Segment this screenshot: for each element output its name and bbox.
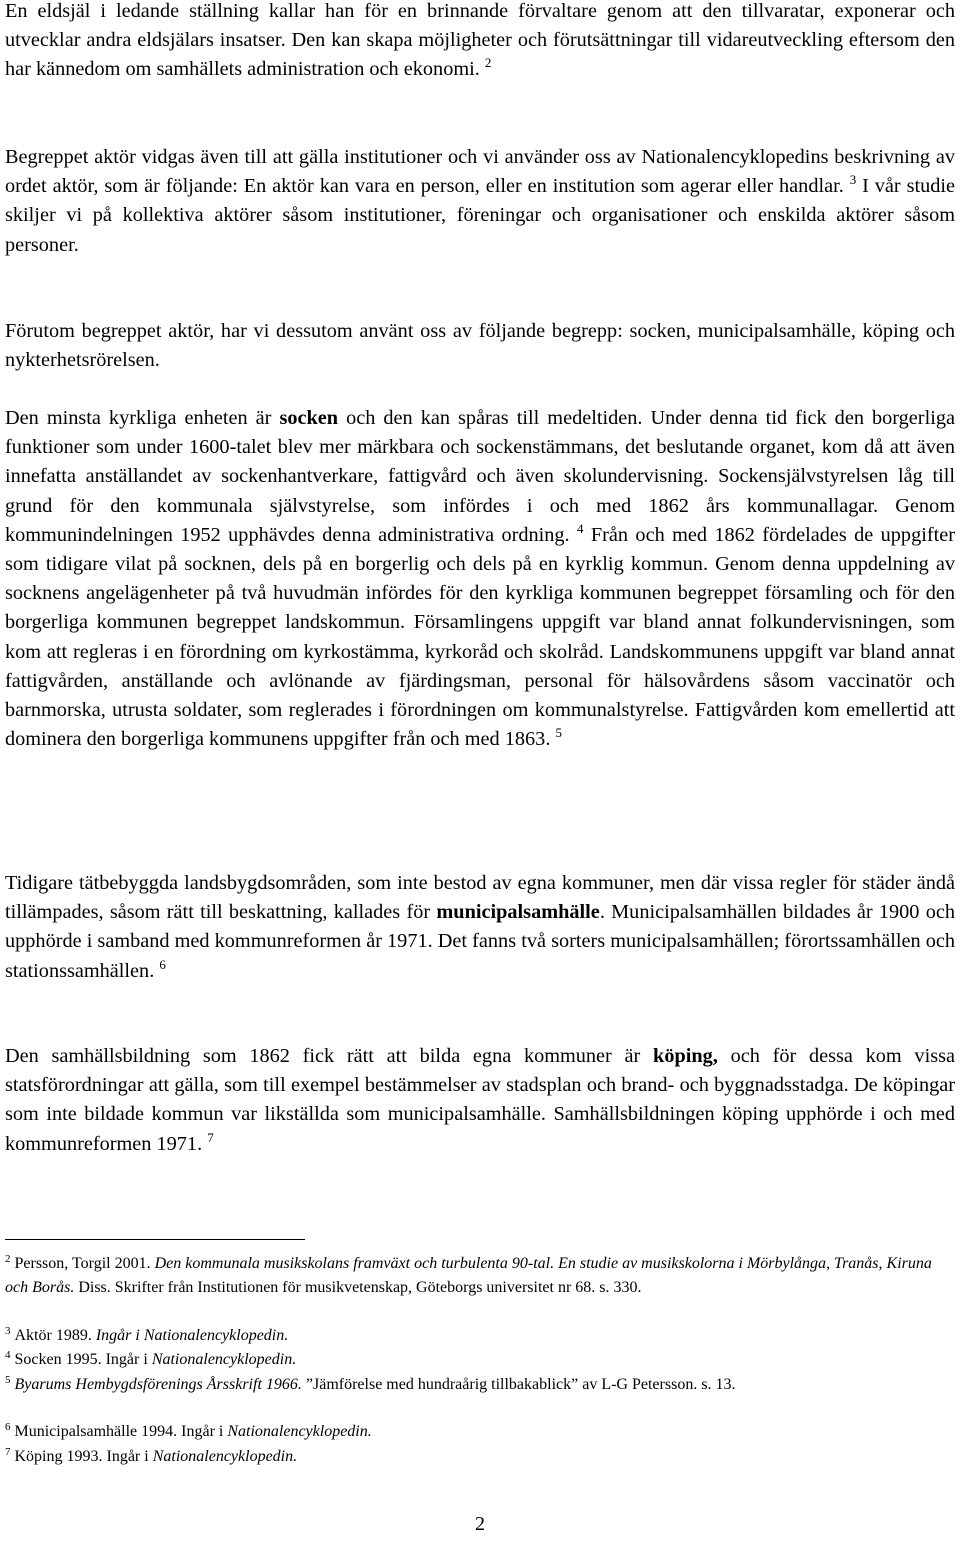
paragraph-koping xyxy=(5,1042,955,1159)
footnote-ref-7: 7 xyxy=(207,1129,214,1145)
paragraph-text: Från och med 1862 fördelades de uppgifter som tidigare vilat på socknen, dels på en borgerlig och dels på en kyrklig kommun. Genom denna uppdelning av socknens angelägenheter på två huvudmän infördes för den kyrkliga kommunen begreppet församling och för den borgerliga kommunen begreppet landskommun. Församlingens uppgift var bland annat folkundervisningen, som kom att regleras i en förordning om kyrkostämma, kyrkoråd och skolråd. Landskommunens uppgift var bland annat fattigvården, anställande och avlönande av fjärdingsman, personal för hälsovårdens såsom vaccinatör och barnmorska, utrusta soldater, som reglerades i förordningen om kommunalstyrelse. Fattigvården kom emellertid att dominera den borgerliga kommunens uppgifter från och med 1863. xyxy=(5,523,955,751)
footnote-ref-6: 6 xyxy=(159,956,166,972)
paragraph-text: En eldsjäl i ledande ställning kallar han för en brinnande förvaltare genom att den tillvaratar, exponerar och utvecklar andra eldsjälars insatser. Den kan skapa möjligheter och förutsättningar till vidareutveckling eftersom den har kännedom om samhällets administration och ekonomi. xyxy=(5,0,955,81)
footnote-number: 5 xyxy=(5,1373,11,1386)
paragraph-municipalsamhalle xyxy=(5,869,955,986)
term-municipalsamhalle: municipalsamhälle xyxy=(436,901,600,924)
paragraph-text: och för dessa kom vissa statsförordningar att gälla, som till exempel bestämmelser av stadsplan och brand- och byggnadsstadga. De köpingar som inte bildade kommun var likställda som municipalsamhälle. Samhällsbildningen köping upphörde i och med kommunreformen 1971. xyxy=(5,1045,955,1155)
term-socken: socken xyxy=(279,407,339,429)
footnote-title: Nationalencyklopedin. xyxy=(227,1423,372,1440)
footnote-ref-2: 2 xyxy=(484,55,492,71)
paragraph-text: Den minsta kyrkliga enheten är xyxy=(5,407,272,429)
footnote-title: Den kommunala musikskolans framväxt och turbulenta 90-tal. En studie av musikskolorna i Mörbylånga, Tranås, Kiruna och Borås. xyxy=(5,1255,932,1296)
paragraph-text: Begreppet aktör vidgas även till att gälla institutioner och vi använder oss av Nationalencyklopedins beskrivning av ordet aktör, som är följande: En aktör kan vara en person, eller en institution som agerar eller handlar. xyxy=(5,146,955,198)
footnote-5 xyxy=(5,1373,950,1397)
footnote-text: Aktör 1989. xyxy=(14,1327,92,1344)
paragraph-aktor xyxy=(5,143,955,260)
footnote-ref-3: 3 xyxy=(849,172,857,188)
footnote-number: 7 xyxy=(5,1445,11,1458)
page-number: 2 xyxy=(475,1513,485,1535)
footnote-title: Nationalencyklopedin. xyxy=(152,1448,298,1465)
paragraph-text: . Municipalsamhällen bildades år 1900 och upphörde i samband med kommunreformen år 1971. Det fanns två sorters municipalsamhällen; förortssamhällen och stationssamhällen. xyxy=(5,901,956,982)
paragraph-text: Den samhällsbildning som 1862 fick rätt att bilda egna kommuner är xyxy=(5,1045,641,1067)
footnote-text: Persson, Torgil 2001. xyxy=(14,1255,151,1272)
footnote-6 xyxy=(5,1420,950,1444)
paragraph-socken xyxy=(5,404,955,754)
paragraph-text: Tidigare tätbebyggda landsbygdsområden, som inte bestod av egna kommuner, men där vissa regler för städer ändå tillämpades, såsom rätt till beskattning, kallades för xyxy=(5,872,955,924)
footnote-number: 6 xyxy=(5,1420,11,1433)
paragraph-begrepp xyxy=(5,317,955,375)
footnote-number: 3 xyxy=(5,1324,11,1337)
footnote-number: 4 xyxy=(5,1348,11,1361)
footnote-ref-4: 4 xyxy=(577,521,584,537)
footnote-text: Municipalsamhälle 1994. Ingår i xyxy=(14,1423,224,1440)
footnote-7 xyxy=(5,1445,950,1469)
paragraph-eldsjal xyxy=(5,0,955,85)
footnote-text: Socken 1995. Ingår i xyxy=(14,1351,148,1368)
footnote-divider xyxy=(5,1239,305,1240)
paragraph-text: I vår studie skiljer vi på kollektiva aktörer såsom institutioner, föreningar och organisationer och enskilda aktörer såsom personer. xyxy=(5,175,956,256)
footnote-3 xyxy=(5,1324,950,1348)
term-koping: köping, xyxy=(653,1045,718,1067)
footnote-text: Diss. Skrifter från Institutionen för musikvetenskap, Göteborgs universitet nr 68. s. 330. xyxy=(78,1279,642,1296)
paragraph-text: Förutom begreppet aktör, har vi dessutom använt oss av följande begrepp: socken, municipalsamhälle, köping och nykterhetsrörelsen. xyxy=(5,320,955,372)
footnote-ref-5: 5 xyxy=(555,725,562,741)
footnote-2 xyxy=(5,1252,950,1300)
footnote-title: Nationalencyklopedin. xyxy=(151,1351,297,1368)
footnote-text: ”Jämförelse med hundraårig tillbakablick” av L-G Petersson. s. 13. xyxy=(305,1376,736,1393)
paragraph-text: och den kan spåras till medeltiden. Under denna tid fick den borgerliga funktioner som under 1600-talet blev mer märkbara och sockenstämmans, det beslutande organet, kom då att även innefatta anställandet av sockenhantverkare, fattigvård och även skolundervisning. Sockensjälvstyrelsen låg till grund för den kommunala självstyrelse, som infördes i och med 1862 års kommunallagar. Genom kommunindelningen 1952 upphävdes denna administrativa ordning. xyxy=(5,407,955,546)
footnote-text: Köping 1993. Ingår i xyxy=(14,1448,149,1465)
footnote-number: 2 xyxy=(5,1252,11,1265)
footnote-title: Ingår i Nationalencyklopedin. xyxy=(95,1327,289,1344)
footnote-4 xyxy=(5,1348,950,1372)
footnote-title: Byarums Hembygdsförenings Årsskrift 1966. xyxy=(14,1376,302,1393)
